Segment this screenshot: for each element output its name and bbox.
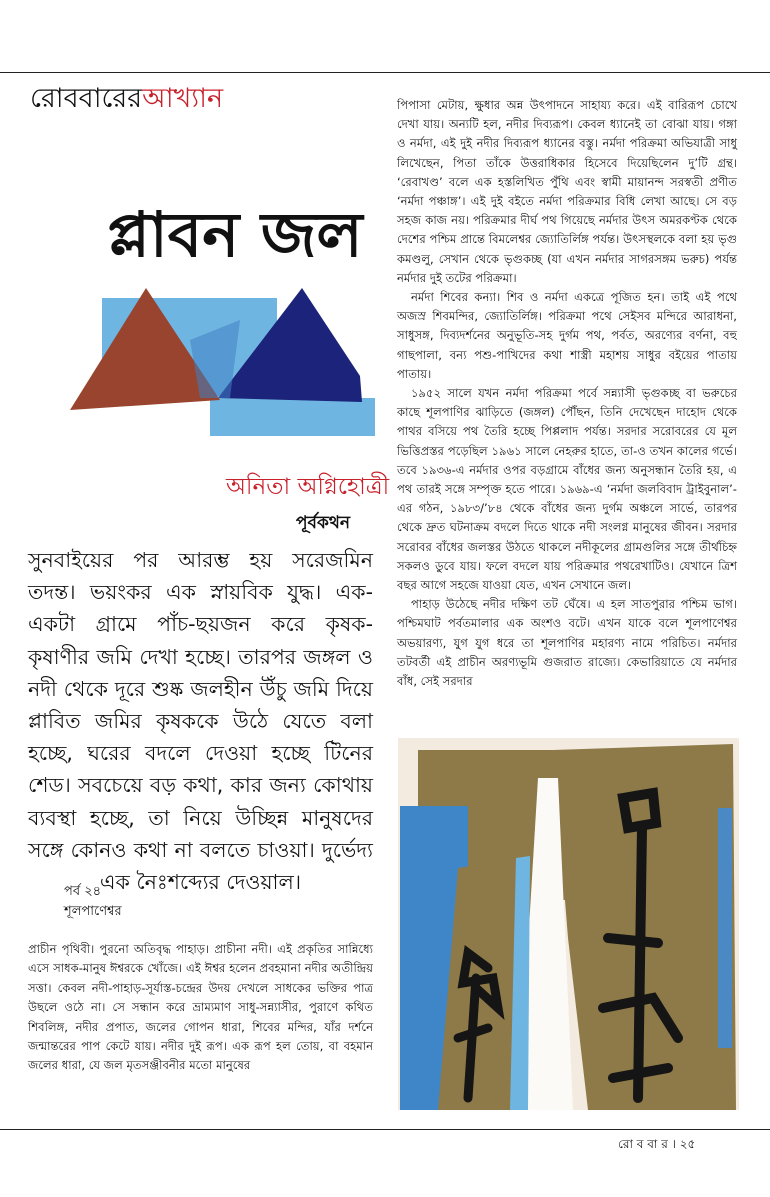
bottom-rule	[0, 1129, 770, 1130]
episode-number: পর্ব ২৪	[64, 884, 102, 899]
section-title: রোববারের	[30, 83, 143, 114]
episode-title: শূলপাণেশ্বর	[64, 904, 122, 919]
intro-label: পূর্বকথন	[296, 513, 351, 533]
sky-block-lower	[210, 398, 375, 436]
body-paragraph: পাহাড় উঠেছে নদীর দক্ষিণ তট ঘেঁষে। এ হল সাতপুরার পশ্চিম ভাগ। পশ্চিমঘাট পর্বতমালার এক অংশও বটে। এখন যাকে বলে শূলপাণেশ্বর অভয়ারণ্য, যুগ যুগ ধরে তা শূলপাণির মহারণ্য নামে পরিচিত। নর্মদার তটবর্তী এই প্রাচীন অরণ্যভূমি গুজরাত রাজ্যে। কেভারিয়াতে যে নর্মদার বাঁধ, সেই সরদার	[397, 597, 737, 689]
body-paragraph: নর্মদা শিবের কন্যা। শিব ও নর্মদা একত্রে পূজিত হন। তাই এই পথে অজস্র শিবমন্দির, জ্যোতির্লিঙ্গ। পরিক্রমা পথে সেইসব মন্দিরে আরাধনা, সাধুসঙ্গ, দিব্যদর্শনের অনুভূতি-সহ দুর্গম পথ, পর্বত, অরণ্যের বর্ণনা, বহু গাছপালা, বন্য পশু-পাখিদের কথা শাস্ত্রী মহাশয় সাধুর বইয়ের পাতায় পাতায়।	[397, 290, 737, 381]
author-name: অনিতা অগ্নিহোত্রী	[226, 474, 390, 500]
body-text-left: প্রাচীন পৃথিবী। পুরনো অতিবৃদ্ধ পাহাড়। প্রাচীনা নদী। এই প্রকৃতির সান্নিধ্যে এসে সাধক-মানুষ ঈশ্বরকে খোঁজে। এই ঈশ্বর হলেন প্রবহমানা নদীর অতীন্দ্রিয় সত্তা। কেবল নদী-পাহাড়-সূর্যাস্ত-চন্দ্রের উদয় দেখলে সাধকের ভক্তির পাত্র উছলে ওঠে না। সে সন্ধান করে ভ্রাম্যমাণ সাধু-সন্ন্যাসীর, পুরাণে কথিত শিবলিঙ্গ, নদীর প্রপাত, জলের গোপন ধারা, শিবের মন্দির, যাঁর দর্শনে জন্মান্তরের পাপ কেটে যায়। নদীর দুই রূপ। এক রূপ হল তোয়, বা বহমান জলের ধারা, যে জল মৃতসঞ্জীবনীর মতো মানুষের	[28, 942, 373, 1073]
pullquote: সুনবাইয়ের পর আরম্ভ হয় সরেজমিন তদন্ত। ভয়ংকর এক স্নায়বিক যুদ্ধ। এক-একটা গ্রামে পাঁচ-ছয়জন করে কৃষক-কৃষাণীর জমি দেখা হচ্ছে। তারপর জঙ্গল ও নদী থেকে দূরে শুষ্ক জলহীন উঁচু জমি দিয়ে প্লাবিত জমির কৃষককে উঠে যেতে বলা হচ্ছে, ঘরের বদলে দেওয়া হচ্ছে টিনের শেড। সবচেয়ে বড় কথা, কার জন্য কোথায় ব্যবস্থা হচ্ছে, তা নিয়ে উচ্ছিন্ন মানুষদের সঙ্গে কোনও কথা না বলতে চাওয়া। দুর্ভেদ্য এক নৈঃশব্দ্যের দেওয়াল।	[28, 548, 373, 895]
body-paragraph: ১৯৫২ সালে যখন নর্মদা পরিক্রমা পর্বে সন্ন্যাসী ভৃগুকচ্ছ বা ভরুচের কাছে শূলপাণির ঝাড়িতে (জঙ্গল) পৌঁছন, তিনি দেখেছেন দাহোদ থেকে পাথর বসিয়ে পথ তৈরি হচ্ছে পিপ্পলাদ পর্যন্ত। সরদার সরোবরের যে মূল ভিত্তিপ্রস্তর পড়েছিল ১৯৬১ সালে নেহরুর হাতে, তা-ও তখন কালের গর্ভে। তবে ১৯৩৬-এ নর্মদার ওপর বড়গ্রামে বাঁধের জন্য অনুসন্ধান তৈরি হয়, এ পথ তারই সঙ্গে সম্পৃক্ত হতে পারে। ১৯৬৯-এ ‘নর্মদা জলবিবাদ ট্রাইবুনাল’-এর গঠন, ১৯৮৩/’৮৪ থেকে বাঁধের জন্য দুর্গম অঞ্চলে সার্ভে, তারপর থেকে দ্রুত ঘটনাক্রম বদলে দিতে থাকে নদী সংলগ্ন মানুষের জীবন। সরদার সরোবর বাঁধের জলস্তর উঠতে থাকলে নদীকূলের গ্রামগুলির সঙ্গে তীর্থচিহ্ন সকলও ডুবে যায়। ফলে বদলে যায় পরিক্রমার পথরেখাটিও। যেখানে ত্রিশ বছর আগে সহজে যাওয়া যেত, এখন সেখানে জল।	[397, 386, 737, 593]
blue-right-strip	[718, 808, 732, 1048]
section-header	[30, 82, 223, 116]
article-title: প্লাবন জল	[107, 198, 363, 271]
triangles-illustration	[40, 280, 385, 440]
body-text-right	[397, 96, 737, 691]
body-paragraph: পিপাসা মেটায়, ক্ষুধার অন্ন উৎপাদনে সাহায্য করে। এই বারিরূপ চোখে দেখা যায়। অন্যটি হল, নদীর দিব্যরূপ। কেবল ধ্যানেই তা বোঝা যায়। গঙ্গা ও নর্মদা, এই দুই নদীর দিব্যরূপ ধ্যানের বস্তু। নর্মদা পরিক্রমা অভিযাত্রী সাধু লিখেছেন, পিতা তাঁকে উত্তরাধিকার হিসেবে দিয়েছিলেন দু’টি গ্রন্থ। ‘রেবাখণ্ড’ বলে এক হস্তলিখিত পুঁথি এবং স্বামী মায়ানন্দ সরস্বতী প্রণীত ‘নর্মদা পঞ্চাঙ্গ’। এই দুই বইতে নর্মদা পরিক্রমার বিধি লেখা আছে। সে বড় সহজ কাজ নয়। পরিক্রমার দীর্ঘ পথ গিয়েছে নর্মদার উৎস অমরকণ্টক থেকে দেশের পশ্চিম প্রান্তে বিমলেশ্বর জ্যোতির্লিঙ্গ পর্যন্ত। উৎসস্থলকে বলা হয় ভৃগু কমণ্ডলু, সেখান থেকে ভৃগুকচ্ছ (যা এখন নর্মদার সাগরসঙ্গম ভরুচ) পর্যন্ত নর্মদার দুই তটের পরিক্রমা।	[397, 98, 737, 285]
top-rule	[0, 72, 770, 73]
page-footer: রো ব বা র । ২৫	[618, 1137, 696, 1151]
section-title-accent: আখ্যান	[142, 83, 224, 114]
episode-block	[64, 882, 122, 922]
figures-illustration	[398, 738, 739, 1110]
